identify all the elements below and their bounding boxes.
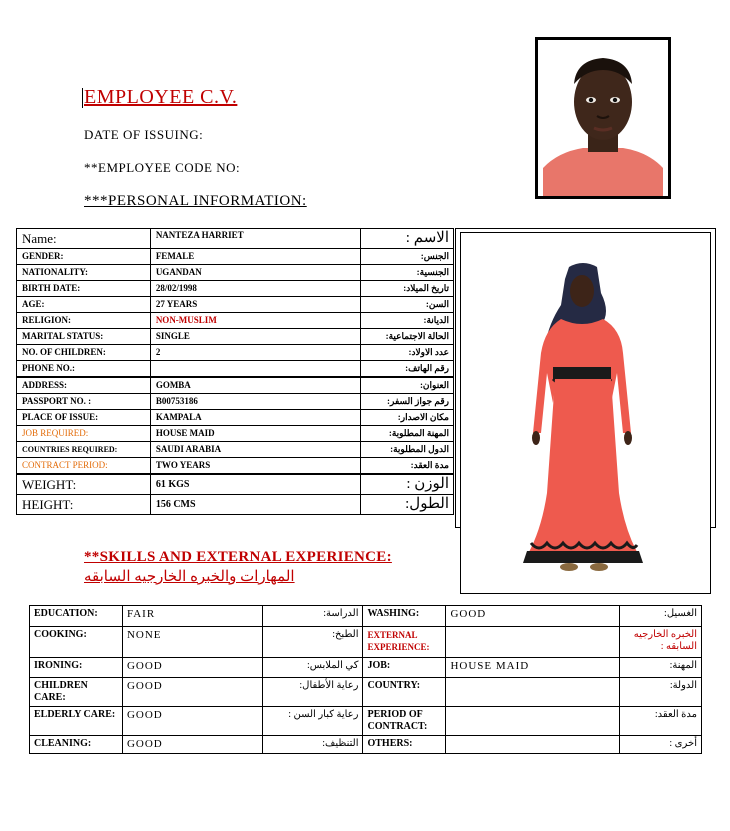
skill-label-cleaning: CLEANING:	[30, 736, 123, 754]
arabic-birth-date: تاريخ الميلاد:	[361, 281, 454, 297]
skill-label-elderly-care: ELDERLY CARE:	[30, 707, 123, 736]
value-nationality: UGANDAN	[150, 265, 360, 281]
label-weight: WEIGHT:	[17, 474, 151, 495]
value-address: GOMBA	[150, 377, 360, 394]
skill-arabic-education: الدراسة:	[262, 606, 363, 627]
arabic-height: الطول:	[361, 495, 454, 515]
value-age: 27 YEARS	[150, 297, 360, 313]
arabic-nationality: الجنسية:	[361, 265, 454, 281]
skill-value-cleaning: GOOD	[122, 736, 262, 754]
label-passport: PASSPORT NO. :	[17, 394, 151, 410]
skill-arabic-others: أخرى :	[620, 736, 702, 754]
skill-arabic-children-care: رعاية الأطفال:	[262, 678, 363, 707]
skill-label-children-care: CHILDREN CARE:	[30, 678, 123, 707]
portrait-photo	[535, 37, 671, 199]
skill-value-others	[446, 736, 620, 754]
skill-label-washing: WASHING:	[363, 606, 446, 627]
skill-value-washing: GOOD	[446, 606, 620, 627]
skill-arabic-country: الدولة:	[620, 678, 702, 707]
label-children: NO. OF CHILDREN:	[17, 345, 151, 361]
label-place-of-issue: PLACE OF ISSUE:	[17, 410, 151, 426]
label-name: Name:	[17, 229, 151, 249]
skill-label-period-of-contract: PERIOD OF CONTRACT:	[363, 707, 446, 736]
arabic-gender: الجنس:	[361, 249, 454, 265]
arabic-contract-period: مدة العقد:	[361, 458, 454, 475]
skill-label-ironing: IRONING:	[30, 658, 123, 678]
skill-value-children-care: GOOD	[122, 678, 262, 707]
skills-table	[29, 605, 702, 754]
skill-arabic-external-experience: الخبره الخارجيه السابقه :	[620, 627, 702, 658]
value-contract-period: TWO YEARS	[150, 458, 360, 475]
personal-info-table	[16, 228, 454, 515]
skill-value-country	[446, 678, 620, 707]
label-nationality: NATIONALITY:	[17, 265, 151, 281]
value-name: NANTEZA HARRIET	[150, 229, 360, 249]
arabic-passport: رقم جواز السفر:	[361, 394, 454, 410]
value-children: 2	[150, 345, 360, 361]
value-birth-date: 28/02/1998	[150, 281, 360, 297]
skill-arabic-ironing: كي الملابس:	[262, 658, 363, 678]
value-height: 156 CMS	[150, 495, 360, 515]
full-body-photo	[460, 232, 711, 594]
skill-label-job: JOB:	[363, 658, 446, 678]
value-job-required: HOUSE MAID	[150, 426, 360, 442]
arabic-age: السن:	[361, 297, 454, 313]
skill-value-elderly-care: GOOD	[122, 707, 262, 736]
value-religion: NON-MUSLIM	[150, 313, 360, 329]
value-countries-required: SAUDI ARABIA	[150, 442, 360, 458]
skill-value-ironing: GOOD	[122, 658, 262, 678]
skills-heading-arabic: المهارات والخبره الخارجيه السابقه	[84, 569, 295, 585]
skill-arabic-cooking: الطبخ:	[262, 627, 363, 658]
employee-code-label: **EMPLOYEE CODE NO:	[84, 160, 241, 175]
skill-arabic-elderly-care: رعاية كبار السن :	[262, 707, 363, 736]
arabic-phone: رقم الهاتف:	[361, 361, 454, 378]
skill-value-cooking: NONE	[122, 627, 262, 658]
skill-label-others: OTHERS:	[363, 736, 446, 754]
label-contract-period: CONTRACT PERIOD:	[17, 458, 151, 475]
skill-value-education: FAIR	[122, 606, 262, 627]
value-marital-status: SINGLE	[150, 329, 360, 345]
label-countries-required: COUNTRIES REQUIRED:	[17, 442, 151, 458]
label-age: AGE:	[17, 297, 151, 313]
label-birth-date: BIRTH DATE:	[17, 281, 151, 297]
cv-title: EMPLOYEE C.V.	[84, 86, 238, 108]
arabic-countries-required: الدول المطلوبة:	[361, 442, 454, 458]
label-phone: PHONE NO.:	[17, 361, 151, 378]
value-gender: FEMALE	[150, 249, 360, 265]
skills-heading: **SKILLS AND EXTERNAL EXPERIENCE:	[84, 549, 392, 565]
arabic-children: عدد الاولاد:	[361, 345, 454, 361]
arabic-marital-status: الحالة الاجتماعية:	[361, 329, 454, 345]
arabic-place-of-issue: مكان الاصدار:	[361, 410, 454, 426]
arabic-weight: الوزن :	[361, 474, 454, 495]
value-weight: 61 KGS	[150, 474, 360, 495]
label-height: HEIGHT:	[17, 495, 151, 515]
skill-label-external-experience: EXTERNAL EXPERIENCE:	[363, 627, 446, 658]
label-marital-status: MARITAL STATUS:	[17, 329, 151, 345]
label-job-required: JOB REQUIRED:	[17, 426, 151, 442]
skill-arabic-cleaning: التنظيف:	[262, 736, 363, 754]
skill-value-external-experience	[446, 627, 620, 658]
skill-value-period-of-contract	[446, 707, 620, 736]
label-religion: RELIGION:	[17, 313, 151, 329]
skill-label-country: COUNTRY:	[363, 678, 446, 707]
value-place-of-issue: KAMPALA	[150, 410, 360, 426]
skill-arabic-period-of-contract: مدة العقد:	[620, 707, 702, 736]
value-passport: B00753186	[150, 394, 360, 410]
skill-label-education: EDUCATION:	[30, 606, 123, 627]
skill-arabic-job: المهنة:	[620, 658, 702, 678]
personal-info-heading: ***PERSONAL INFORMATION:	[84, 193, 307, 209]
arabic-name: الاسم :	[361, 229, 454, 249]
skill-label-cooking: COOKING:	[30, 627, 123, 658]
value-phone	[150, 361, 360, 378]
skill-value-job: HOUSE MAID	[446, 658, 620, 678]
label-gender: GENDER:	[17, 249, 151, 265]
label-address: ADDRESS:	[17, 377, 151, 394]
date-of-issuing-label: DATE OF ISSUING:	[84, 127, 204, 142]
skill-arabic-washing: الغسيل:	[620, 606, 702, 627]
arabic-address: العنوان:	[361, 377, 454, 394]
arabic-job-required: المهنة المطلوبة:	[361, 426, 454, 442]
arabic-religion: الديانة:	[361, 313, 454, 329]
